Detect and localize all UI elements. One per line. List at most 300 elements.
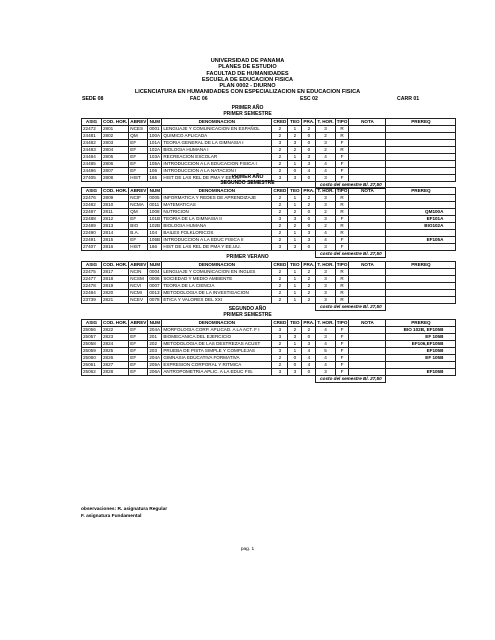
table-cell: 24484 [82, 154, 102, 161]
table-row [82, 154, 456, 161]
column-header: ASIG [82, 119, 102, 126]
table-cell: F [335, 168, 349, 175]
table-cell: 101B [149, 216, 161, 222]
table-cell: 3 [288, 140, 302, 147]
column-header: CRED [273, 320, 287, 326]
table-cell: GIMNASIA EDUCATIVA FORMATIVA [162, 355, 272, 362]
table-cell [386, 290, 456, 297]
table-cell: QM [129, 209, 148, 216]
table-cell: INFORMATICA Y REDES DE APRENDIZAJE [162, 195, 272, 202]
table-cell: QUIMICO APLICADA [162, 133, 272, 140]
table-cell: 2 [272, 362, 288, 369]
table-cell: F [335, 341, 349, 348]
table-cell: 0 [302, 244, 316, 251]
table-cell: EF [129, 140, 148, 147]
table-cell: F [335, 348, 349, 355]
column-header: ASIG [82, 320, 102, 327]
section-title [0, 307, 495, 319]
table-cell: R [335, 195, 349, 202]
section-title-line: PRIMER VERANO [226, 254, 269, 260]
document-header [0, 58, 495, 96]
table-cell [349, 147, 386, 154]
table-cell: 4 [302, 168, 316, 175]
table-cell: 22475 [82, 269, 102, 276]
table-cell: SOCIEDAD Y MEDIO AMBIENTE [162, 276, 272, 283]
table-cell: 2 [272, 341, 288, 348]
table-cell: R [335, 230, 349, 237]
table-cell: 2 [272, 355, 288, 362]
table-cell: 2 [316, 209, 335, 216]
table-cell: 0006 [148, 276, 162, 283]
table-cell: 2827 [102, 362, 129, 369]
table-cell: 201 [148, 334, 162, 341]
table-cell [349, 327, 386, 334]
table-cell: 106 [148, 168, 162, 175]
table-cell: 3 [316, 334, 335, 341]
table-cell [349, 362, 386, 369]
table-cell [349, 209, 386, 216]
table-cell: 3 [316, 175, 335, 182]
table-cell: 3 [272, 175, 288, 182]
table-row [82, 126, 456, 133]
section-title [0, 106, 495, 118]
table-cell: EF [129, 327, 148, 334]
table-cell: EF [129, 237, 148, 244]
table-cell [349, 334, 386, 341]
table-cell [349, 126, 386, 133]
table-cell: NCES [129, 126, 148, 133]
table-cell: 3 [316, 140, 335, 147]
table-cell: METODOLOGIA DE LAS DESTREZAS ACUST [162, 341, 272, 348]
fac-code: FAC 06 [190, 96, 208, 102]
table-cell: 22488 [82, 216, 102, 223]
table-cell: 3 [316, 195, 335, 202]
table-cell: 24486 [82, 168, 102, 175]
table-cell: 102A [149, 147, 161, 153]
column-header: NOTA [349, 188, 386, 195]
table-cell: R [335, 126, 349, 133]
table-cell: 1 [288, 202, 302, 209]
table-cell: 2807 [102, 168, 129, 175]
table-cell: 1 [288, 290, 302, 297]
table-cell: 2 [272, 147, 288, 154]
table-cell: 25059 [82, 348, 102, 355]
column-header: NUM [149, 119, 161, 125]
table-cell: EF [129, 348, 148, 355]
table-cell: 2 [272, 223, 288, 230]
table-row [82, 290, 456, 297]
table-cell: 2821 [102, 297, 129, 304]
table-row [82, 147, 456, 154]
table-cell: 102B [149, 223, 161, 229]
table-row [82, 195, 456, 202]
table-cell: EF106,EF105B [386, 341, 456, 348]
column-header: TIPO [336, 262, 348, 268]
table-cell: 4 [316, 168, 335, 175]
table-row [82, 209, 456, 216]
table-cell: 2817 [102, 269, 129, 276]
column-header: COD. HOR. [103, 262, 128, 268]
table-cell: 2 [272, 195, 288, 202]
table-cell: RECREACION ESCOLAR [162, 154, 272, 161]
table-cell: EF [129, 341, 148, 348]
table-header-row [82, 262, 456, 269]
section-title-line: SEGUNDO AÑO [228, 306, 267, 312]
sede-code: SEDE 08 [82, 96, 104, 102]
table-cell: 0 [302, 209, 316, 216]
table-cell: F [335, 334, 349, 341]
table-row [82, 297, 456, 304]
table-cell: 2823 [102, 334, 129, 341]
section-title-line: SEGUNDO SEMESTRE [220, 179, 275, 186]
table-cell: R [335, 223, 349, 230]
table-cell: 2808 [102, 175, 129, 182]
table-cell: 3 [288, 175, 302, 182]
table-cell: 165 [148, 175, 162, 182]
column-header: TIPO [336, 119, 348, 125]
table-cell: 0078 [148, 297, 162, 304]
table-cell: 2826 [102, 355, 129, 362]
table-cell: F [335, 140, 349, 147]
table-cell: 2813 [102, 223, 129, 230]
course-table [81, 187, 456, 258]
column-header: DENOMINACION [162, 119, 272, 126]
table-cell: EF [129, 362, 148, 369]
table-cell: 3 [272, 369, 288, 376]
table-cell: 2 [316, 223, 335, 230]
table-cell: HIST [129, 244, 148, 251]
table-cell: 22484 [82, 290, 102, 297]
column-header: DENOMINACION [162, 320, 272, 327]
table-cell: 0001 [148, 126, 162, 133]
column-header: TEO [288, 262, 302, 269]
column-header: NUM [149, 188, 161, 194]
table-cell: 1 [288, 297, 302, 304]
table-cell: EF [129, 168, 148, 175]
table-cell: 25057 [82, 334, 102, 341]
table-cell: 2 [272, 168, 288, 175]
table-cell: 22472 [82, 126, 102, 133]
table-cell: F [335, 369, 349, 376]
header-line: LICENCIATURA EN HUMANIDADES CON ESPECIALIZACION EN EDUCACION FISICA [134, 89, 361, 96]
table-cell: 204A [149, 327, 161, 333]
table-cell: 24483 [82, 147, 102, 154]
table-cell: NCMA [129, 202, 148, 209]
table-cell: 3 [302, 230, 316, 237]
section-title-line: PRIMER SEMESTRE [223, 110, 272, 117]
table-cell [349, 195, 386, 202]
table-cell [386, 195, 456, 202]
table-cell: F [335, 175, 349, 182]
table-cell: 2 [302, 269, 316, 276]
table-cell: 2801 [102, 126, 129, 133]
table-cell: 3 [316, 202, 335, 209]
table-cell: 3 [316, 369, 335, 376]
table-cell: QM100A [386, 209, 456, 216]
table-cell: 3 [288, 216, 302, 223]
table-cell: NCMI [129, 290, 148, 297]
table-cell: 22490 [82, 230, 102, 237]
table-cell [349, 216, 386, 223]
table-cell: R [335, 297, 349, 304]
column-header: PREREQ [386, 188, 456, 195]
table-cell: 3 [272, 348, 288, 355]
table-cell: MORFOLOGIA CORP. APLICAD. A LA ACT. F I [162, 327, 272, 334]
table-cell: F [335, 161, 349, 168]
table-cell: 2 [302, 327, 316, 334]
table-row [82, 362, 456, 369]
table-cell: 1 [288, 341, 302, 348]
esc-code: ESC 02 [300, 96, 318, 102]
table-row [82, 369, 456, 376]
table-cell: EF [129, 334, 148, 341]
table-cell: 25056 [82, 327, 102, 334]
table-cell [349, 276, 386, 283]
table-cell: 0005 [148, 195, 162, 202]
table-cell [386, 147, 456, 154]
table-cell: 1 [288, 276, 302, 283]
table-cell: HIST DE LAS REL DE PMA Y EE.UU. [162, 175, 272, 182]
table-cell: TEORIA DE LA CIENCIA [162, 283, 272, 290]
table-cell: 3 [316, 269, 335, 276]
table-cell: 105B [149, 237, 161, 243]
table-cell: 2 [288, 147, 302, 154]
table-cell [386, 297, 456, 304]
table-cell: EF105A [386, 237, 456, 244]
table-cell [349, 133, 386, 140]
table-cell: 206A [149, 369, 161, 375]
column-header: PRA. [303, 188, 315, 194]
table-cell: 103A [149, 154, 161, 160]
table-cell [349, 348, 386, 355]
column-header: CRED [273, 188, 287, 194]
table-cell: LENGUAJE Y COMUNICACION EN ESPAÑOL [162, 126, 272, 133]
table-cell: 22478 [82, 283, 102, 290]
table-row [82, 341, 456, 348]
table-cell: 0013 [148, 290, 162, 297]
table-cell: 3 [316, 283, 335, 290]
table-cell: 25061 [82, 362, 102, 369]
table-cell: R [335, 147, 349, 154]
table-cell: 2820 [102, 290, 129, 297]
table-cell [386, 168, 456, 175]
table-cell: 0 [302, 140, 316, 147]
table-cell: 1 [288, 237, 302, 244]
table-cell: 0 [302, 133, 316, 140]
table-cell: 3 [272, 334, 288, 341]
table-cell: 1 [288, 195, 302, 202]
table-cell: 2 [302, 126, 316, 133]
table-cell: INTRODUCCION A LA NATACION I [162, 168, 272, 175]
table-cell [349, 161, 386, 168]
table-cell: 4 [302, 362, 316, 369]
column-header: CRED [273, 262, 287, 268]
header-line: ESCUELA DE EDUCACION FISICA [201, 76, 294, 83]
table-cell: F [335, 216, 349, 223]
semester-cost: costo del semestre B/. 27,50 [316, 304, 386, 311]
table-cell: NCIN [129, 269, 148, 276]
column-header: NOTA [349, 262, 386, 269]
table-cell: 3 [316, 216, 335, 223]
table-cell: 22491 [82, 237, 102, 244]
table-cell: 27405 [82, 175, 102, 182]
header-line: FACULTAD DE HUMANIDADES [206, 70, 289, 77]
table-cell: 2 [272, 269, 288, 276]
table-cell: 105A [149, 161, 161, 167]
table-cell: 2 [272, 237, 288, 244]
table-cell: 166 [148, 244, 162, 251]
table-cell: 0011 [148, 202, 162, 209]
table-cell: 1 [288, 161, 302, 168]
table-cell: 2 [272, 297, 288, 304]
table-cell: EF [129, 355, 148, 362]
semester-cost: costo del semestre B/. 27,50 [316, 251, 386, 258]
table-cell: 204A [149, 355, 161, 361]
observation-line: observaciones: R. asignatura Regular [81, 507, 168, 512]
table-header-row [82, 119, 456, 126]
table-cell [386, 161, 456, 168]
carr-code: CARR 01 [397, 96, 420, 102]
table-cell: INTRODUCCION A LA EDUC FISICA II [162, 237, 272, 244]
observation-line: F. asignatura Fundamental [81, 514, 142, 519]
table-row [82, 355, 456, 362]
table-cell: 4 [316, 327, 335, 334]
table-cell: 25062 [82, 369, 102, 376]
table-cell [386, 133, 456, 140]
table-row [82, 348, 456, 355]
table-cell: 2828 [102, 369, 129, 376]
table-cell: 1 [288, 126, 302, 133]
table-cell: R [335, 133, 349, 140]
table-row [82, 140, 456, 147]
table-cell: F [335, 237, 349, 244]
column-header: ASIG [82, 188, 102, 195]
table-cell: 2803 [102, 140, 129, 147]
table-cell: 23739 [82, 297, 102, 304]
table-cell [349, 369, 386, 376]
table-cell: 3 [288, 369, 302, 376]
table-cell: EF101A [386, 216, 456, 223]
table-cell: 2825 [102, 348, 129, 355]
table-cell [349, 237, 386, 244]
table-cell: NCSM [129, 276, 148, 283]
table-cell: NCIF [129, 195, 148, 202]
table-cell: 24482 [82, 140, 102, 147]
column-header: ABREV [130, 188, 147, 194]
table-cell: 0 [302, 216, 316, 223]
table-cell: 0 [288, 362, 302, 369]
semester-cost: costo del semestre B/. 27,50 [316, 182, 386, 189]
section-title-line: PRIMER SEMESTRE [223, 311, 272, 318]
table-cell: 2818 [102, 276, 129, 283]
table-cell: 2824 [102, 341, 129, 348]
column-header: PREREQ [386, 262, 456, 269]
table-cell: 2816 [102, 244, 129, 251]
section-title-line: PRIMER AÑO [231, 174, 264, 180]
table-cell: 0 [288, 168, 302, 175]
table-cell [386, 244, 456, 251]
table-row [82, 237, 456, 244]
table-cell: 1 [288, 348, 302, 355]
table-cell: 1 [288, 269, 302, 276]
table-row [82, 168, 456, 175]
table-row [82, 244, 456, 251]
table-cell: 2 [316, 147, 335, 154]
column-header: COD. HOR. [103, 188, 128, 194]
table-cell: TEORIA GENERAL DE LA GIMNASIA I [162, 140, 272, 147]
table-row [82, 269, 456, 276]
table-cell: 3 [302, 237, 316, 244]
table-header-row [82, 188, 456, 195]
table-cell [349, 355, 386, 362]
table-cell [349, 154, 386, 161]
table-cell: 5 [316, 348, 335, 355]
table-cell: NCEV [129, 297, 148, 304]
table-cell: 4 [316, 161, 335, 168]
table-cell: 4 [302, 355, 316, 362]
column-header: TIPO [336, 320, 348, 326]
column-header: NOTA [349, 119, 386, 126]
table-cell: 2 [288, 133, 302, 140]
table-row [82, 202, 456, 209]
table-cell [386, 140, 456, 147]
table-cell: 2 [288, 209, 302, 216]
table-cell: 2802 [102, 133, 129, 140]
column-header: PREREQ [386, 119, 456, 126]
table-cell: 2 [272, 230, 288, 237]
table-cell: ANTROPOMETRIA APLIC. A LA EDUC FIS. [162, 369, 272, 376]
column-header: PRA. [303, 262, 315, 268]
section-title [0, 255, 495, 261]
table-cell: 1 [288, 154, 302, 161]
table-cell: 2804 [102, 147, 129, 154]
table-cell: 2 [272, 202, 288, 209]
table-cell: 2 [272, 290, 288, 297]
table-cell: 27407 [82, 244, 102, 251]
table-cell [349, 168, 386, 175]
column-header: CRED [273, 119, 287, 125]
table-cell: 0 [288, 355, 302, 362]
table-cell: 3 [272, 216, 288, 223]
table-cell: BIOLOGIA HUMANA [162, 223, 272, 230]
table-cell: 2 [272, 283, 288, 290]
table-row [82, 334, 456, 341]
table-cell: 4 [316, 230, 335, 237]
table-cell: 3 [302, 154, 316, 161]
table-cell: 101A [149, 140, 161, 146]
cost-spacer [386, 376, 456, 383]
table-cell: 2 [302, 297, 316, 304]
column-header: PRA. [303, 320, 315, 326]
table-cell: 203 [148, 348, 162, 355]
table-cell: TEORIA DE LA GIMNASIA II [162, 216, 272, 223]
table-cell: 25058 [82, 341, 102, 348]
table-cell: 3 [316, 126, 335, 133]
table-cell: R [335, 290, 349, 297]
table-cell [386, 126, 456, 133]
column-header: NOTA [349, 320, 386, 327]
column-header: COD. HOR. [103, 119, 128, 125]
table-cell: F [335, 327, 349, 334]
table-cell: 4 [316, 154, 335, 161]
table-cell: QM [129, 133, 148, 140]
column-header: TEO [288, 119, 302, 126]
table-cell: BIOLOGIA HUMANA I [162, 147, 272, 154]
table-cell: 3 [316, 297, 335, 304]
table-cell: 2 [316, 133, 335, 140]
table-cell: 0 [302, 147, 316, 154]
table-cell: 3 [272, 244, 288, 251]
